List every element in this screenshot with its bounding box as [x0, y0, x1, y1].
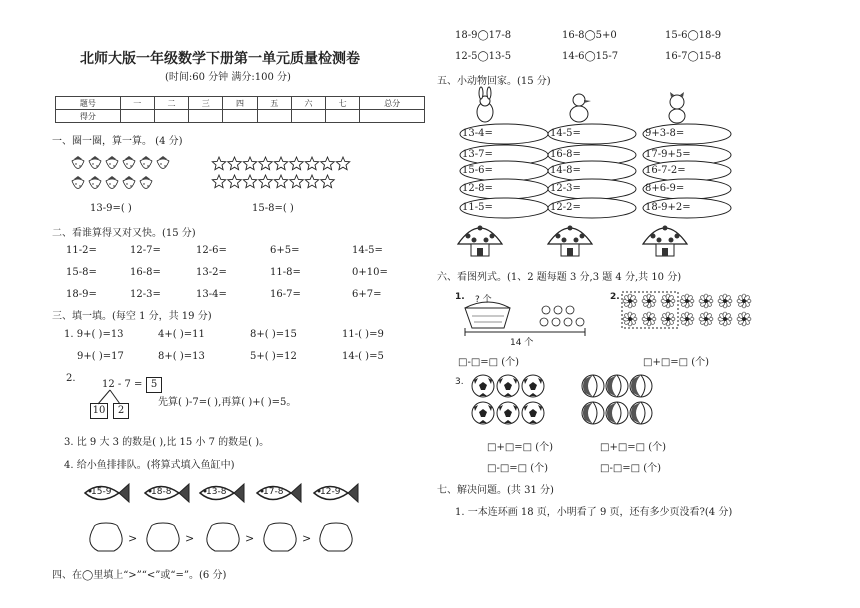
sec2-equation: 11-8= — [270, 267, 301, 278]
score-header-cell: 七 — [326, 97, 360, 110]
flower-icon — [718, 312, 732, 326]
sec3-row1-d: 11-( )=9 — [342, 329, 384, 340]
sec3-q2-text: 先算( )-7=( ),再算( )+( )=5。 — [158, 397, 297, 408]
sec3-row2-d: 14-( )=5 — [342, 351, 384, 362]
sec2-equation: 12-3= — [130, 289, 161, 300]
flower-icon — [642, 312, 656, 326]
soccer-ball-icon — [522, 375, 544, 397]
sec2-equation: 13-4= — [196, 289, 227, 300]
beach-ball-icon — [606, 402, 628, 424]
section-4-title: 四、在◯里填上“>”“<”或“=”。(6 分) — [52, 570, 227, 581]
sec6-q3-formula-1: □+□=□ (个) — [487, 442, 554, 453]
sec2-equation: 12-7= — [130, 245, 161, 256]
score-row-label: 得分 — [56, 110, 121, 123]
greater-than-sign: > — [302, 532, 312, 545]
sec2-equation: 12-6= — [196, 245, 227, 256]
sec6-q1-top: ? 个 — [475, 295, 492, 305]
sec3-row2-c: 5+( )=12 — [250, 351, 297, 362]
section-2-title: 二、看谁算得又对又快。(15 分) — [52, 228, 196, 239]
flower-icon — [680, 294, 694, 308]
sec6-q1-formula: □-□=□ (个) — [458, 357, 520, 368]
sec2-equation: 14-5= — [352, 245, 383, 256]
sec3-row1-a: 1. 9+( )=13 — [64, 329, 124, 340]
sec3-q3: 3. 比 9 大 3 的数是( ),比 15 小 7 的数是( )。 — [64, 437, 270, 448]
sec2-equation: 15-8= — [66, 267, 97, 278]
greater-than-sign: > — [185, 532, 195, 545]
balloon-equation: 13-7= — [462, 149, 493, 160]
page-subtitle: (时间:60 分钟 满分:100 分) — [165, 72, 291, 83]
sec4-r1-b: 16-8◯5+0 — [562, 30, 617, 41]
sec2-equation: 16-8= — [130, 267, 161, 278]
flower-icon — [699, 294, 713, 308]
sec1-equation-1: 13-9=( ) — [90, 203, 132, 214]
flower-icon — [623, 312, 637, 326]
score-header-cell: 六 — [291, 97, 325, 110]
score-header-cell: 三 — [189, 97, 223, 110]
flower-icon — [737, 294, 751, 308]
fish-label: 18-8 — [151, 487, 172, 497]
soccer-ball-icon — [472, 402, 494, 424]
beach-ball-icon — [606, 375, 628, 397]
fish-label: 15-9 — [91, 487, 112, 497]
soccer-ball-icon — [497, 402, 519, 424]
sec6-q3-formula-3: □-□=□ (个) — [487, 463, 549, 474]
sec3-row1-b: 4+( )=11 — [158, 329, 205, 340]
sec6-q3-label: 3. — [455, 377, 464, 387]
balloon-equation: 14-8= — [550, 165, 581, 176]
balloon-equation: 18-9+2= — [645, 202, 691, 213]
sec4-r2-a: 12-5◯13-5 — [455, 51, 512, 62]
balloon-equation: 12-8= — [462, 183, 493, 194]
section-5-title: 五、小动物回家。(15 分) — [437, 76, 551, 87]
sec3-q2-box-1: 10 — [90, 403, 108, 419]
section-7-title: 七、解决问题。(共 31 分) — [437, 485, 554, 496]
score-header-cell: 四 — [223, 97, 257, 110]
flower-icon — [642, 294, 656, 308]
mushroom-house-icon — [548, 226, 592, 257]
sec3-q2-result-box: 5 — [146, 377, 162, 393]
section-1-title: 一、圈一圈，算一算。 (4 分) — [52, 136, 183, 147]
fish-label: 13-8 — [206, 487, 227, 497]
sec6-q1-label: 1. — [455, 292, 465, 302]
beach-ball-icon — [630, 375, 652, 397]
balloon-equation: 8+6-9= — [645, 183, 685, 194]
fish-label: 17-8 — [263, 487, 284, 497]
mushroom-house-icon — [643, 226, 687, 257]
sec6-q2-label: 2. — [610, 292, 620, 302]
sec3-q2-box-2: 2 — [113, 403, 129, 419]
sec6-q3-formula-4: □-□=□ (个) — [600, 463, 662, 474]
flower-group — [620, 290, 760, 330]
balloon-equation: 12-3= — [550, 183, 581, 194]
beach-ball-icon — [582, 402, 604, 424]
balloon-equation: 9+3-8= — [645, 128, 685, 139]
flower-icon — [699, 312, 713, 326]
flower-icon — [680, 312, 694, 326]
section-3-title: 三、填一填。(每空 1 分，共 19 分) — [52, 311, 212, 322]
balloon-equation: 13-4= — [462, 128, 493, 139]
sec3-row1-c: 8+( )=15 — [250, 329, 297, 340]
sec2-equation: 11-2= — [66, 245, 97, 256]
soccer-ball-icon — [497, 375, 519, 397]
score-header-cell: 二 — [154, 97, 188, 110]
flower-icon — [661, 294, 675, 308]
sec4-r2-b: 14-6◯15-7 — [562, 51, 619, 62]
sec3-row2-b: 8+( )=13 — [158, 351, 205, 362]
soccer-ball-group — [472, 374, 562, 430]
sec4-r2-c: 16-7◯15-8 — [665, 51, 722, 62]
balloon-equation: 14-5= — [550, 128, 581, 139]
sec3-q2-expression: 12 - 7 = — [102, 379, 143, 390]
score-header-cell: 总分 — [360, 97, 425, 110]
sec2-equation: 13-2= — [196, 267, 227, 278]
flower-icon — [623, 294, 637, 308]
score-header-cell: 题号 — [56, 97, 121, 110]
greater-than-sign: > — [128, 532, 138, 545]
sec1-equation-2: 15-8=( ) — [252, 203, 294, 214]
sec6-q2-formula: □+□=□ (个) — [643, 357, 710, 368]
soccer-ball-icon — [522, 402, 544, 424]
sec6-q1-bottom: 14 个 — [510, 338, 534, 348]
sec7-q1: 1. 一本连环画 18 页，小明看了 9 页，还有多少页没看?(4 分) — [455, 507, 733, 518]
greater-than-sign: > — [245, 532, 255, 545]
balloon-equation: 12-2= — [550, 202, 581, 213]
balloon-equation: 16-7-2= — [645, 165, 686, 176]
flower-icon — [661, 312, 675, 326]
score-header-cell: 一 — [120, 97, 154, 110]
sec4-r1-c: 15-6◯18-9 — [665, 30, 722, 41]
basket-and-fruit-illustration — [460, 298, 590, 338]
sec3-q4: 4. 给小鱼排排队。(将算式填入鱼缸中) — [64, 460, 235, 471]
soccer-ball-icon — [472, 375, 494, 397]
sec4-r1-a: 18-9◯17-8 — [455, 30, 512, 41]
sec2-equation: 6+5= — [270, 245, 300, 256]
fish-label: 12-9 — [320, 487, 341, 497]
sec2-equation: 16-7= — [270, 289, 301, 300]
score-header-cell: 五 — [257, 97, 291, 110]
balloon-equation: 11-5= — [462, 202, 493, 213]
page-title: 北师大版一年级数学下册第一单元质量检测卷 — [80, 51, 360, 67]
flower-icon — [718, 294, 732, 308]
section-6-title: 六、看图列式。(1、2 题每题 3 分,3 题 4 分,共 10 分) — [437, 272, 682, 283]
balloon-equation: 15-6= — [462, 165, 493, 176]
beach-ball-icon — [630, 402, 652, 424]
beach-ball-group — [582, 374, 662, 430]
sec3-row2-a: 9+( )=17 — [77, 351, 124, 362]
beach-ball-icon — [582, 375, 604, 397]
sec3-q2-label: 2. — [66, 373, 76, 384]
sec2-equation: 18-9= — [66, 289, 97, 300]
flower-icon — [737, 312, 751, 326]
sec2-equation: 0+10= — [352, 267, 388, 278]
sec2-equation: 6+7= — [352, 289, 382, 300]
balloon-equation: 17-9+5= — [645, 149, 691, 160]
mushroom-house-icon — [458, 226, 502, 257]
sec6-q3-formula-2: □+□=□ (个) — [600, 442, 667, 453]
balloon-equation: 16-8= — [550, 149, 581, 160]
